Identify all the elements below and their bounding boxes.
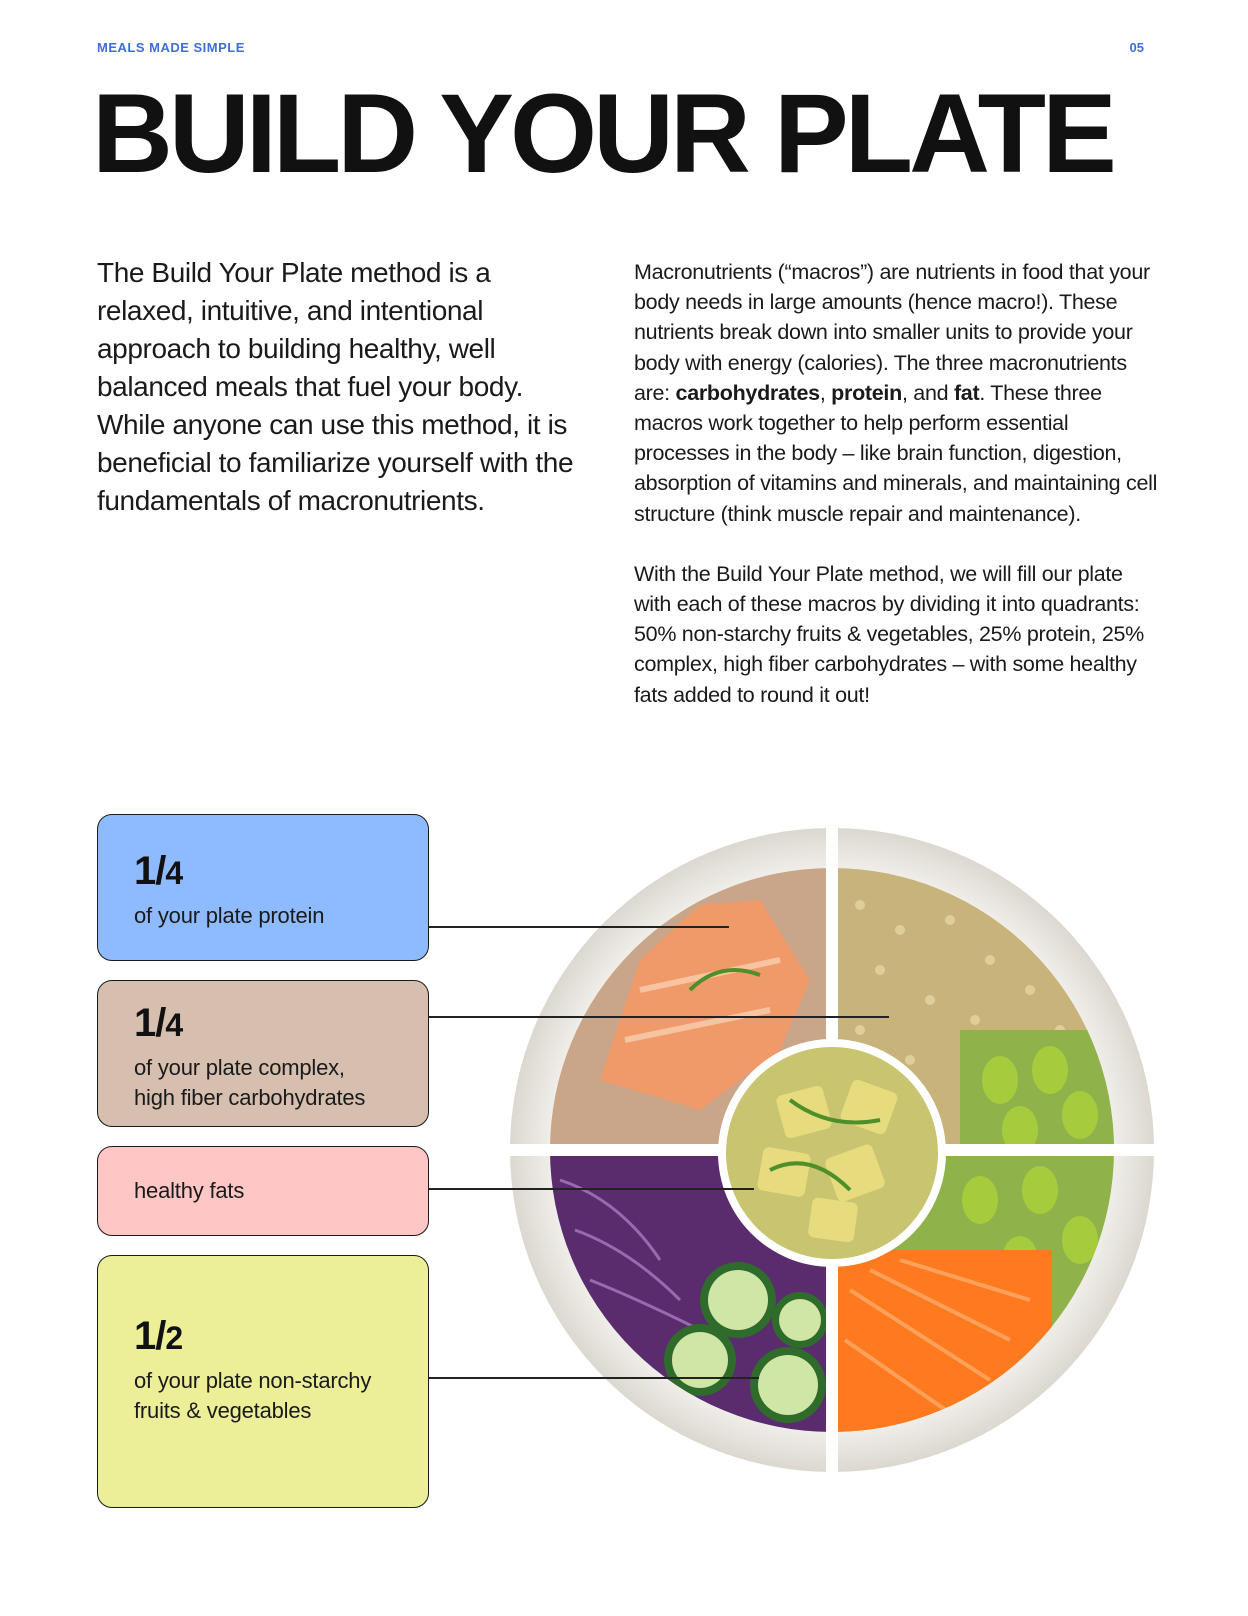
page-number: 05 [1129,40,1144,55]
card-carbohydrates-text: of your plate complex, high fiber carbohydrates [134,1055,366,1110]
card-protein [97,814,429,961]
body-paragraph-2: With the Build Your Plate method, we will fill our plate with each of these macros by dividing it into quadrants: 50% non-starchy fruits & vegetables, 25% protein, 25% complex, high fiber carbohydrates – with some healthy fats added to round it out! [634,561,1144,707]
card-carbohydrates [97,980,429,1127]
leader-line-carbs [429,1016,889,1018]
card-vegetables-text: of your plate non-starchy fruits & vegetables [134,1368,372,1423]
term-fat: fat [953,380,980,405]
term-carbohydrates: carbohydrates [675,380,820,405]
card-healthy-fats [97,1146,429,1236]
body-paragraph-1: Macronutrients (“macros”) are nutrients in food that your body needs in large amounts (hence macro!). These nutrients break down into smaller units to provide your body with energy (calories). The three macronutrients are: carbohydrates, protein, and fat. These three macros work together to help perform essential processes in the body – like brain function, digestion, absorption of vitamins and minerals, and maintaining cell structure (think muscle repair and maintenance). [634,260,1158,526]
card-healthy-fats-text: healthy fats [134,1178,245,1203]
leader-line-protein [429,926,729,928]
term-protein: protein [831,380,902,405]
card-vegetables [97,1255,429,1508]
fraction-carbohydrates: 1/4 [134,1001,183,1045]
card-protein-text: of your plate protein [134,903,325,928]
fraction-vegetables: 1/2 [134,1314,183,1358]
leader-line-veg [429,1377,759,1379]
page-title: BUILD YOUR PLATE [92,71,1113,196]
intro-paragraph: The Build Your Plate method is a relaxed, intuitive, and intentional approach to building healthy, well balanced meals that fuel your body. While anyone can use this method, it is beneficial to familiarize yourself with the fundamentals of macronutrients. [97,257,574,516]
leader-line-fats [429,1188,754,1190]
fraction-protein: 1/4 [134,849,183,893]
section-label: MEALS MADE SIMPLE [97,40,245,55]
